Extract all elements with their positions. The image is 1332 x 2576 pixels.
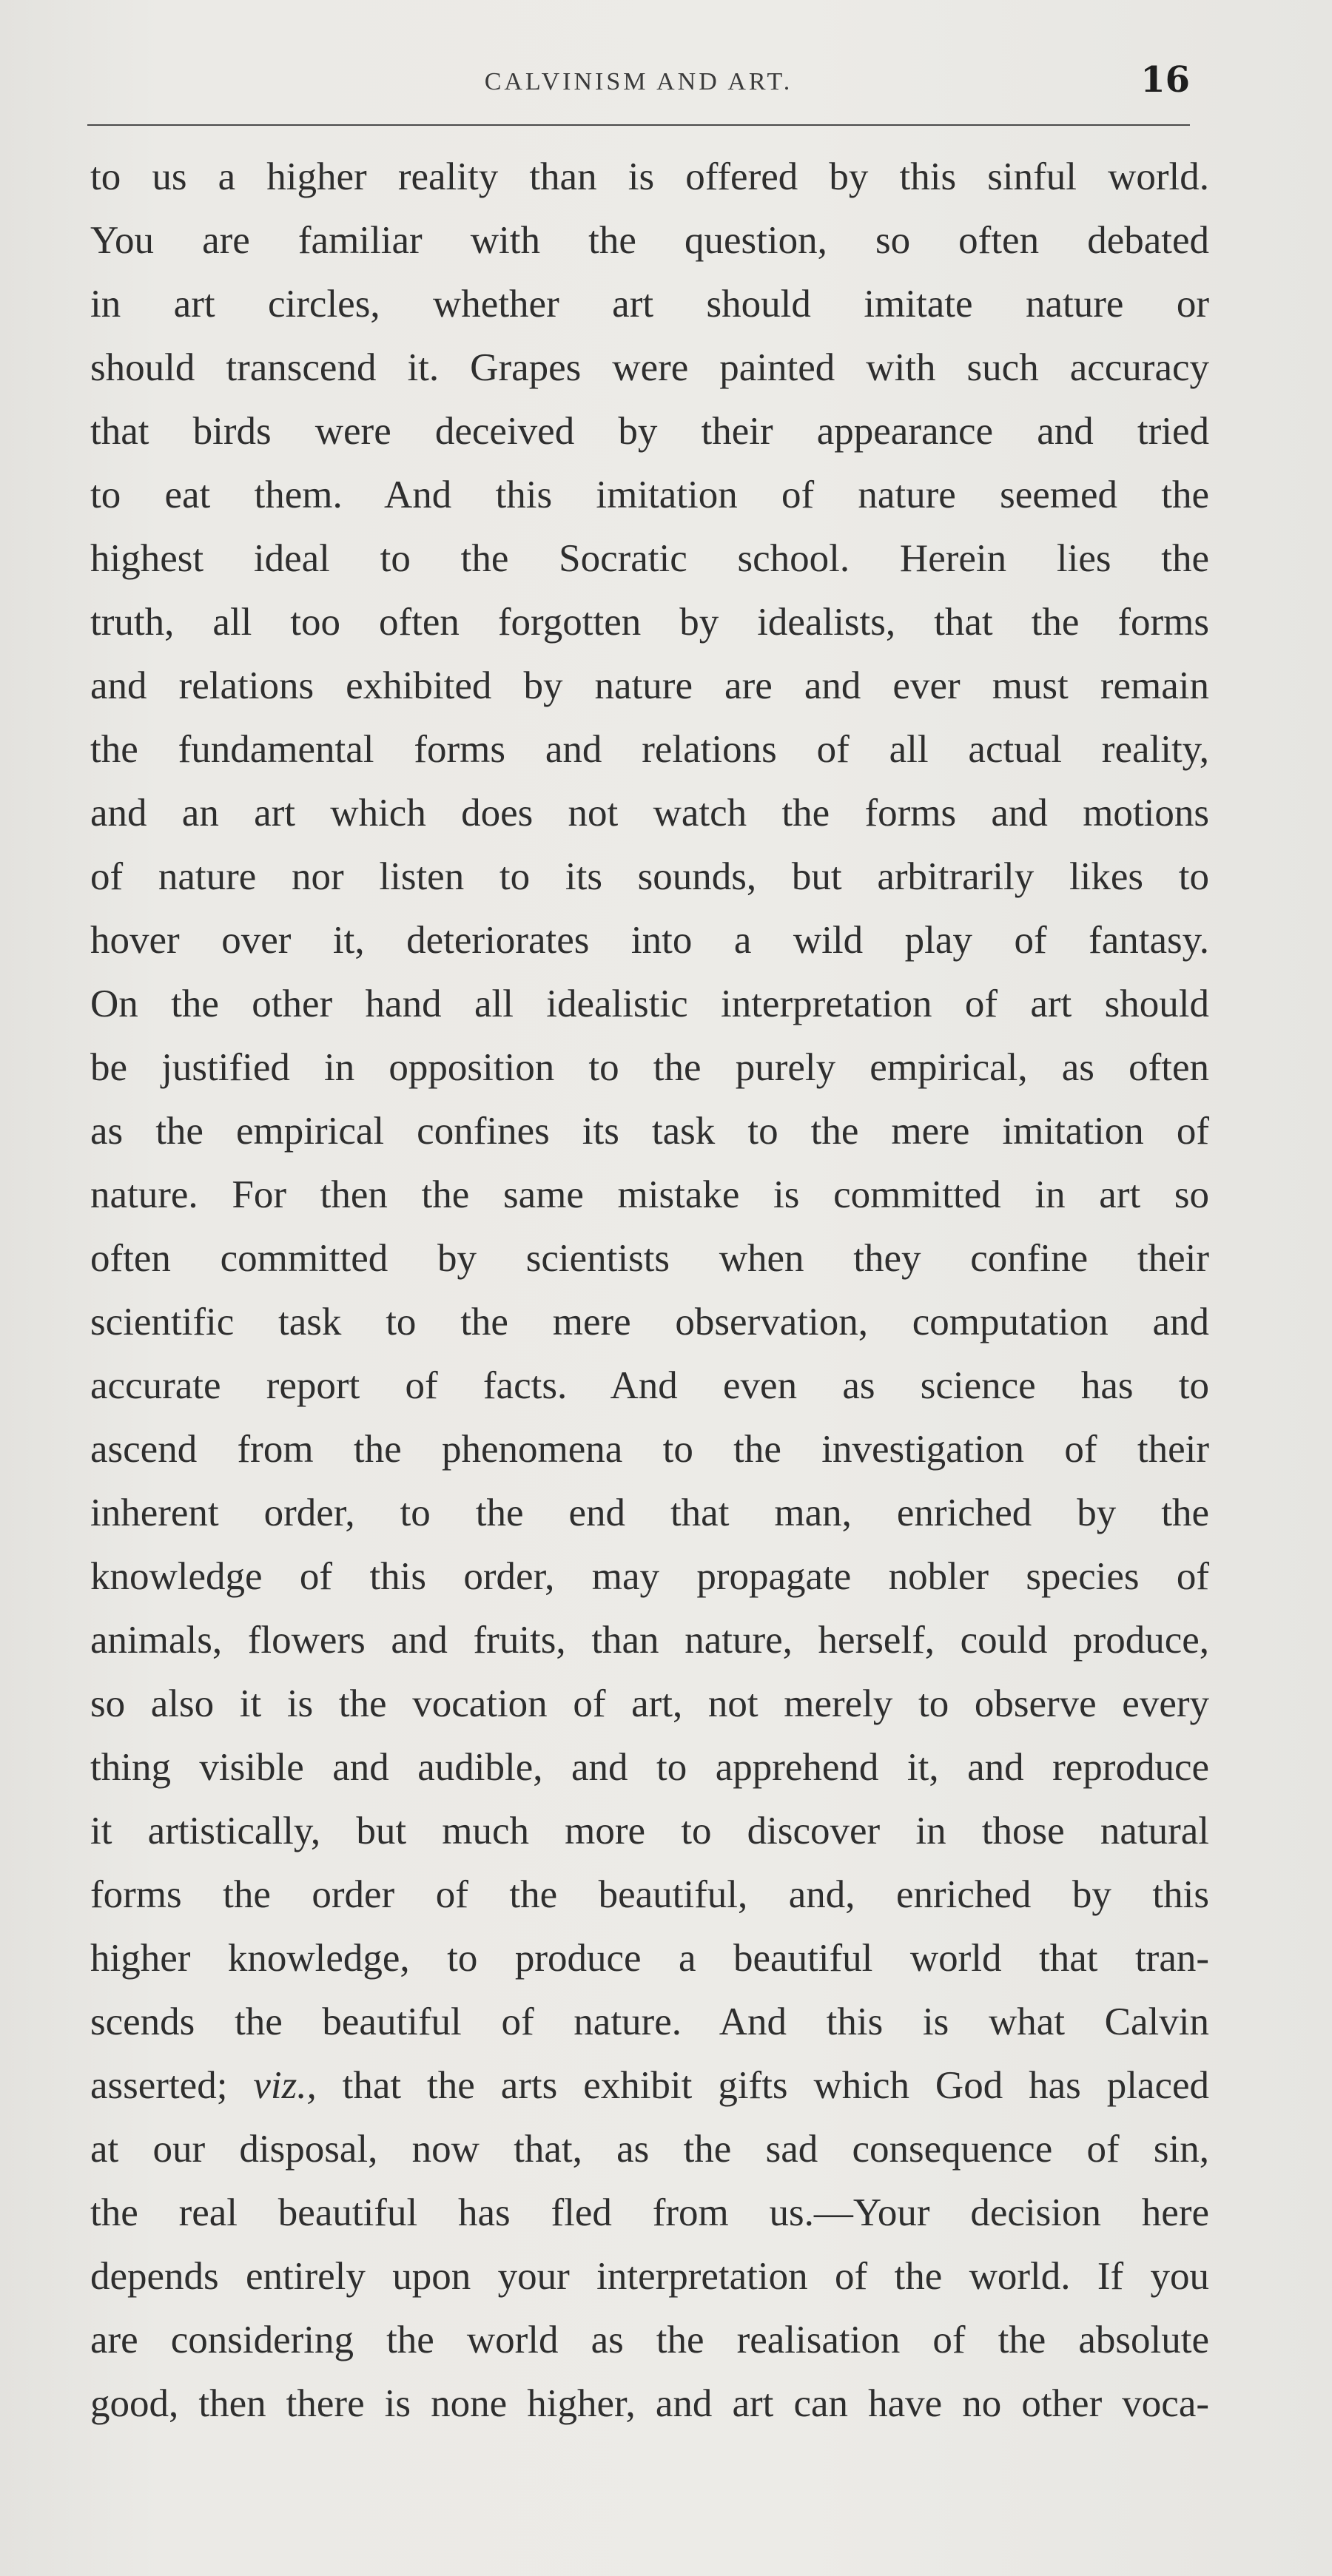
text-line: that birds were deceived by their appearance and tried (90, 410, 1209, 453)
text-line: as the empirical confines its task to the mere imitation of (90, 1110, 1209, 1153)
line-text: that the arts exhibit gifts which God has placed (316, 2064, 1209, 2107)
text-line: to us a higher reality than is offered by this sinful world. (90, 155, 1209, 198)
text-line: should transcend it. Grapes were painted with such accuracy (90, 346, 1209, 389)
running-title: CALVINISM AND ART. (484, 68, 793, 95)
text-line: to eat them. And this imitation of nature seemed the (90, 473, 1209, 516)
text-line: thing visible and audible, and to apprehend it, and reproduce (90, 1746, 1209, 1789)
text-line: inherent order, to the end that man, enriched by the (90, 1491, 1209, 1534)
text-line: forms the order of the beautiful, and, enriched by this (90, 1873, 1209, 1916)
text-line: animals, flowers and fruits, than nature, herself, could produce, (90, 1619, 1209, 1662)
body-text (90, 145, 1209, 2435)
text-line: scends the beautiful of nature. And this is what Calvin (90, 2000, 1209, 2043)
text-line: scientific task to the mere observation, computation and (90, 1301, 1209, 1343)
text-line: and an art which does not watch the forms and motions (90, 792, 1209, 834)
running-head (87, 59, 1190, 112)
text-line-with-italic (90, 2054, 1209, 2117)
text-line: truth, all too often forgotten by idealists, that the forms (90, 601, 1209, 644)
line-text: asserted; (90, 2064, 254, 2107)
text-line: knowledge of this order, may propagate nobler species of (90, 1555, 1209, 1598)
text-line: You are familiar with the question, so often debated (90, 219, 1209, 262)
text-line: in art circles, whether art should imitate nature or (90, 283, 1209, 326)
page-number: 16 (1140, 59, 1190, 101)
text-line: often committed by scientists when they confine their (90, 1237, 1209, 1280)
text-line: higher knowledge, to produce a beautiful world that tran- (90, 1937, 1209, 1980)
text-line: On the other hand all idealistic interpretation of art should (90, 982, 1209, 1025)
text-line: the real beautiful has fled from us.—Your decision here (90, 2191, 1209, 2234)
text-line: depends entirely upon your interpretation of the world. If you (90, 2255, 1209, 2298)
header-rule (87, 124, 1190, 126)
text-line: and relations exhibited by nature are and ever must remain (90, 664, 1209, 707)
text-line: are considering the world as the realisation of the absolute (90, 2319, 1209, 2361)
text-line: ascend from the phenomena to the investigation of their (90, 1428, 1209, 1471)
text-line: it artistically, but much more to discover in those natural (90, 1810, 1209, 1852)
text-line: at our disposal, now that, as the sad consequence of sin, (90, 2128, 1209, 2171)
text-line: of nature nor listen to its sounds, but arbitrarily likes to (90, 855, 1209, 898)
text-line: nature. For then the same mistake is committed in art so (90, 1173, 1209, 1216)
text-line: good, then there is none higher, and art can have no other voca- (90, 2382, 1209, 2425)
text-line: the fundamental forms and relations of all actual reality, (90, 728, 1209, 771)
text-line: so also it is the vocation of art, not merely to observe every (90, 1682, 1209, 1725)
text-line: hover over it, deteriorates into a wild play of fantasy. (90, 919, 1209, 962)
italic-abbreviation: viz., (253, 2064, 317, 2107)
text-line: highest ideal to the Socratic school. Herein lies the (90, 537, 1209, 580)
text-line: accurate report of facts. And even as science has to (90, 1364, 1209, 1407)
text-line: be justified in opposition to the purely empirical, as often (90, 1046, 1209, 1089)
